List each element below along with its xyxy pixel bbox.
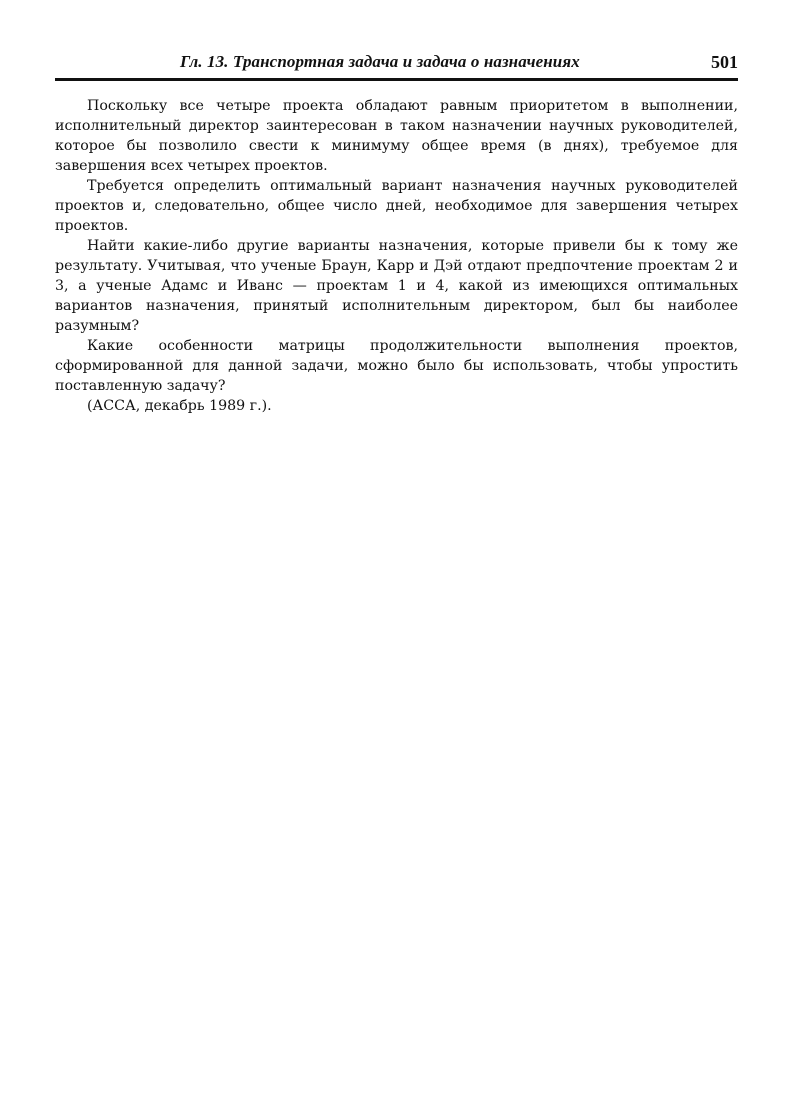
page-body — [55, 96, 738, 416]
paragraph: Найти какие-либо другие варианты назначения, которые привели бы к тому же результату. Учитывая, что ученые Браун, Карр и Дэй отдают предпочтение проектам 2 и 3, а ученые Адамс и Иванс — проектам 1 и 4, какой из имеющихся оптимальных вариантов назначения, принятый исполнительным директором, был бы наиболее разумным? — [55, 238, 738, 334]
source-citation: (АССА, декабрь 1989 г.). — [87, 398, 272, 414]
running-header — [55, 52, 738, 81]
paragraph: Поскольку все четыре проекта обладают равным приоритетом в выполнении, исполнительный директор заинтересован в таком назначении научных руководителей, которое бы позволило свести к минимуму общее время (в днях), требуемое для завершения всех четырех проектов. — [55, 98, 738, 174]
paragraph: Какие особенности матрицы продолжительности выполнения проектов, сформированной для данной задачи, можно было бы использовать, чтобы упростить поставленную задачу? — [55, 338, 738, 394]
paragraph: Требуется определить оптимальный вариант назначения научных руководителей проектов и, следовательно, общее число дней, необходимое для завершения четырех проектов. — [55, 178, 738, 234]
chapter-title: Гл. 13. Транспортная задача и задача о назначениях — [180, 52, 580, 71]
page-number: 501 — [711, 52, 738, 72]
